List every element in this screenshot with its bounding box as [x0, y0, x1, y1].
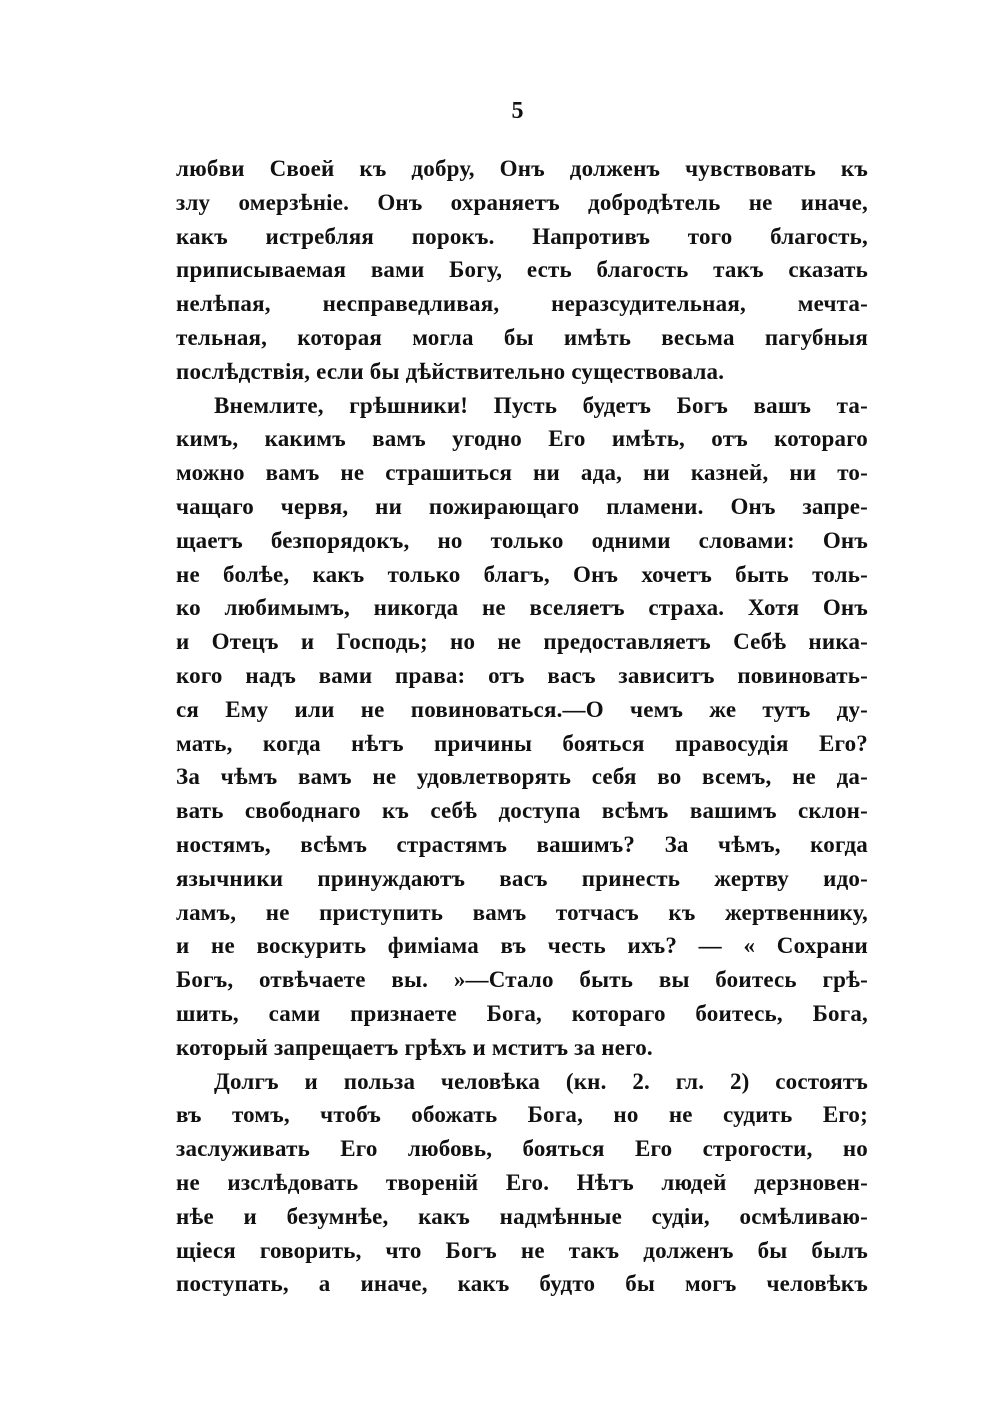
text-line: щіеся говорить, что Богъ не такъ долженъ бы былъ: [176, 1237, 868, 1263]
text-line: не болѣе, какъ только благъ, Онъ хочетъ быть толь-: [176, 561, 868, 587]
text-line: нелѣпая, несправедливая, неразсудительная, мечта-: [176, 291, 868, 317]
text-line: въ томъ, чтобъ обожать Бога, но не судить Его;: [176, 1102, 868, 1128]
text-line: не изслѣдовать твореній Его. Нѣтъ людей дерзновен-: [176, 1169, 868, 1195]
text-line: кого надъ вами права: отъ васъ зависитъ повиновать-: [176, 662, 868, 688]
text-line: щаетъ безпорядокъ, но только одними словами: Онъ: [176, 527, 868, 553]
text-line: который запрещаетъ грѣхъ и мститъ за него.: [176, 1034, 653, 1060]
text-line: ся Ему или не повиноваться.—О чемъ же тутъ ду-: [176, 696, 868, 722]
text-line: приписываемая вами Богу, есть благость такъ сказать: [176, 257, 868, 283]
paragraph-3: [176, 1065, 868, 1302]
text-line: кимъ, какимъ вамъ угодно Его имѣть, отъ котораго: [176, 426, 868, 452]
text-line: любви Своей къ добру, Онъ долженъ чувствовать къ: [176, 156, 868, 181]
text-line: поступать, а иначе, какъ будто бы могъ человѣкъ: [176, 1271, 868, 1297]
text-line: шить, сами признаете Бога, котораго боитесь, Бога,: [176, 1000, 868, 1026]
text-line: заслуживать Его любовь, бояться Его строгости, но: [176, 1136, 868, 1162]
page-number: 5: [511, 98, 524, 124]
text-line: язычники принуждаютъ васъ принесть жертву идо-: [176, 865, 868, 891]
text-line: чащаго червя, ни пожирающаго пламени. Онъ запре-: [176, 493, 868, 519]
text-line: За чѣмъ вамъ не удовлетворять себя во всемъ, не да-: [176, 764, 868, 790]
text-line: Долгъ и польза человѣка (кн. 2. гл. 2) состоятъ: [214, 1068, 868, 1094]
text-line: ностямъ, всѣмъ страстямъ вашимъ? За чѣмъ, когда: [176, 831, 868, 857]
text-line: нѣе и безумнѣе, какъ надмѣнные судіи, осмѣливаю-: [176, 1203, 868, 1229]
text-line: Внемлите, грѣшники! Пусть будетъ Богъ вашъ та-: [214, 392, 868, 418]
text-line: злу омерзѣніе. Онъ охраняетъ добродѣтель не иначе,: [176, 189, 868, 215]
text-line: послѣдствія, если бы дѣйствительно существовала.: [176, 358, 725, 384]
text-line: вать свободнаго къ себѣ доступа всѣмъ вашимъ склон-: [176, 798, 868, 824]
text-line: мать, когда нѣтъ причины бояться правосудія Его?: [176, 730, 868, 756]
text-line: и не воскурить фиміама въ честь ихъ? — « Сохрани: [176, 933, 868, 959]
paragraph-2: [176, 389, 868, 1065]
paragraph-1: [176, 152, 868, 389]
text-line: ко любимымъ, никогда не вселяетъ страха. Хотя Онъ: [176, 595, 868, 621]
text-line: тельная, которая могла бы имѣть весьма пагубныя: [176, 324, 868, 350]
body-text: [176, 152, 868, 1301]
text-line: и Отецъ и Господь; но не предоставляетъ Себѣ ника-: [176, 629, 868, 655]
text-line: какъ истребляя порокъ. Напротивъ того благость,: [176, 223, 868, 249]
text-line: Богъ, отвѣчаете вы. »—Стало быть вы боитесь грѣ-: [176, 967, 868, 993]
text-line: ламъ, не приступить вамъ тотчасъ къ жертвеннику,: [176, 899, 868, 925]
text-line: можно вамъ не страшиться ни ада, ни казней, ни то-: [176, 460, 868, 486]
